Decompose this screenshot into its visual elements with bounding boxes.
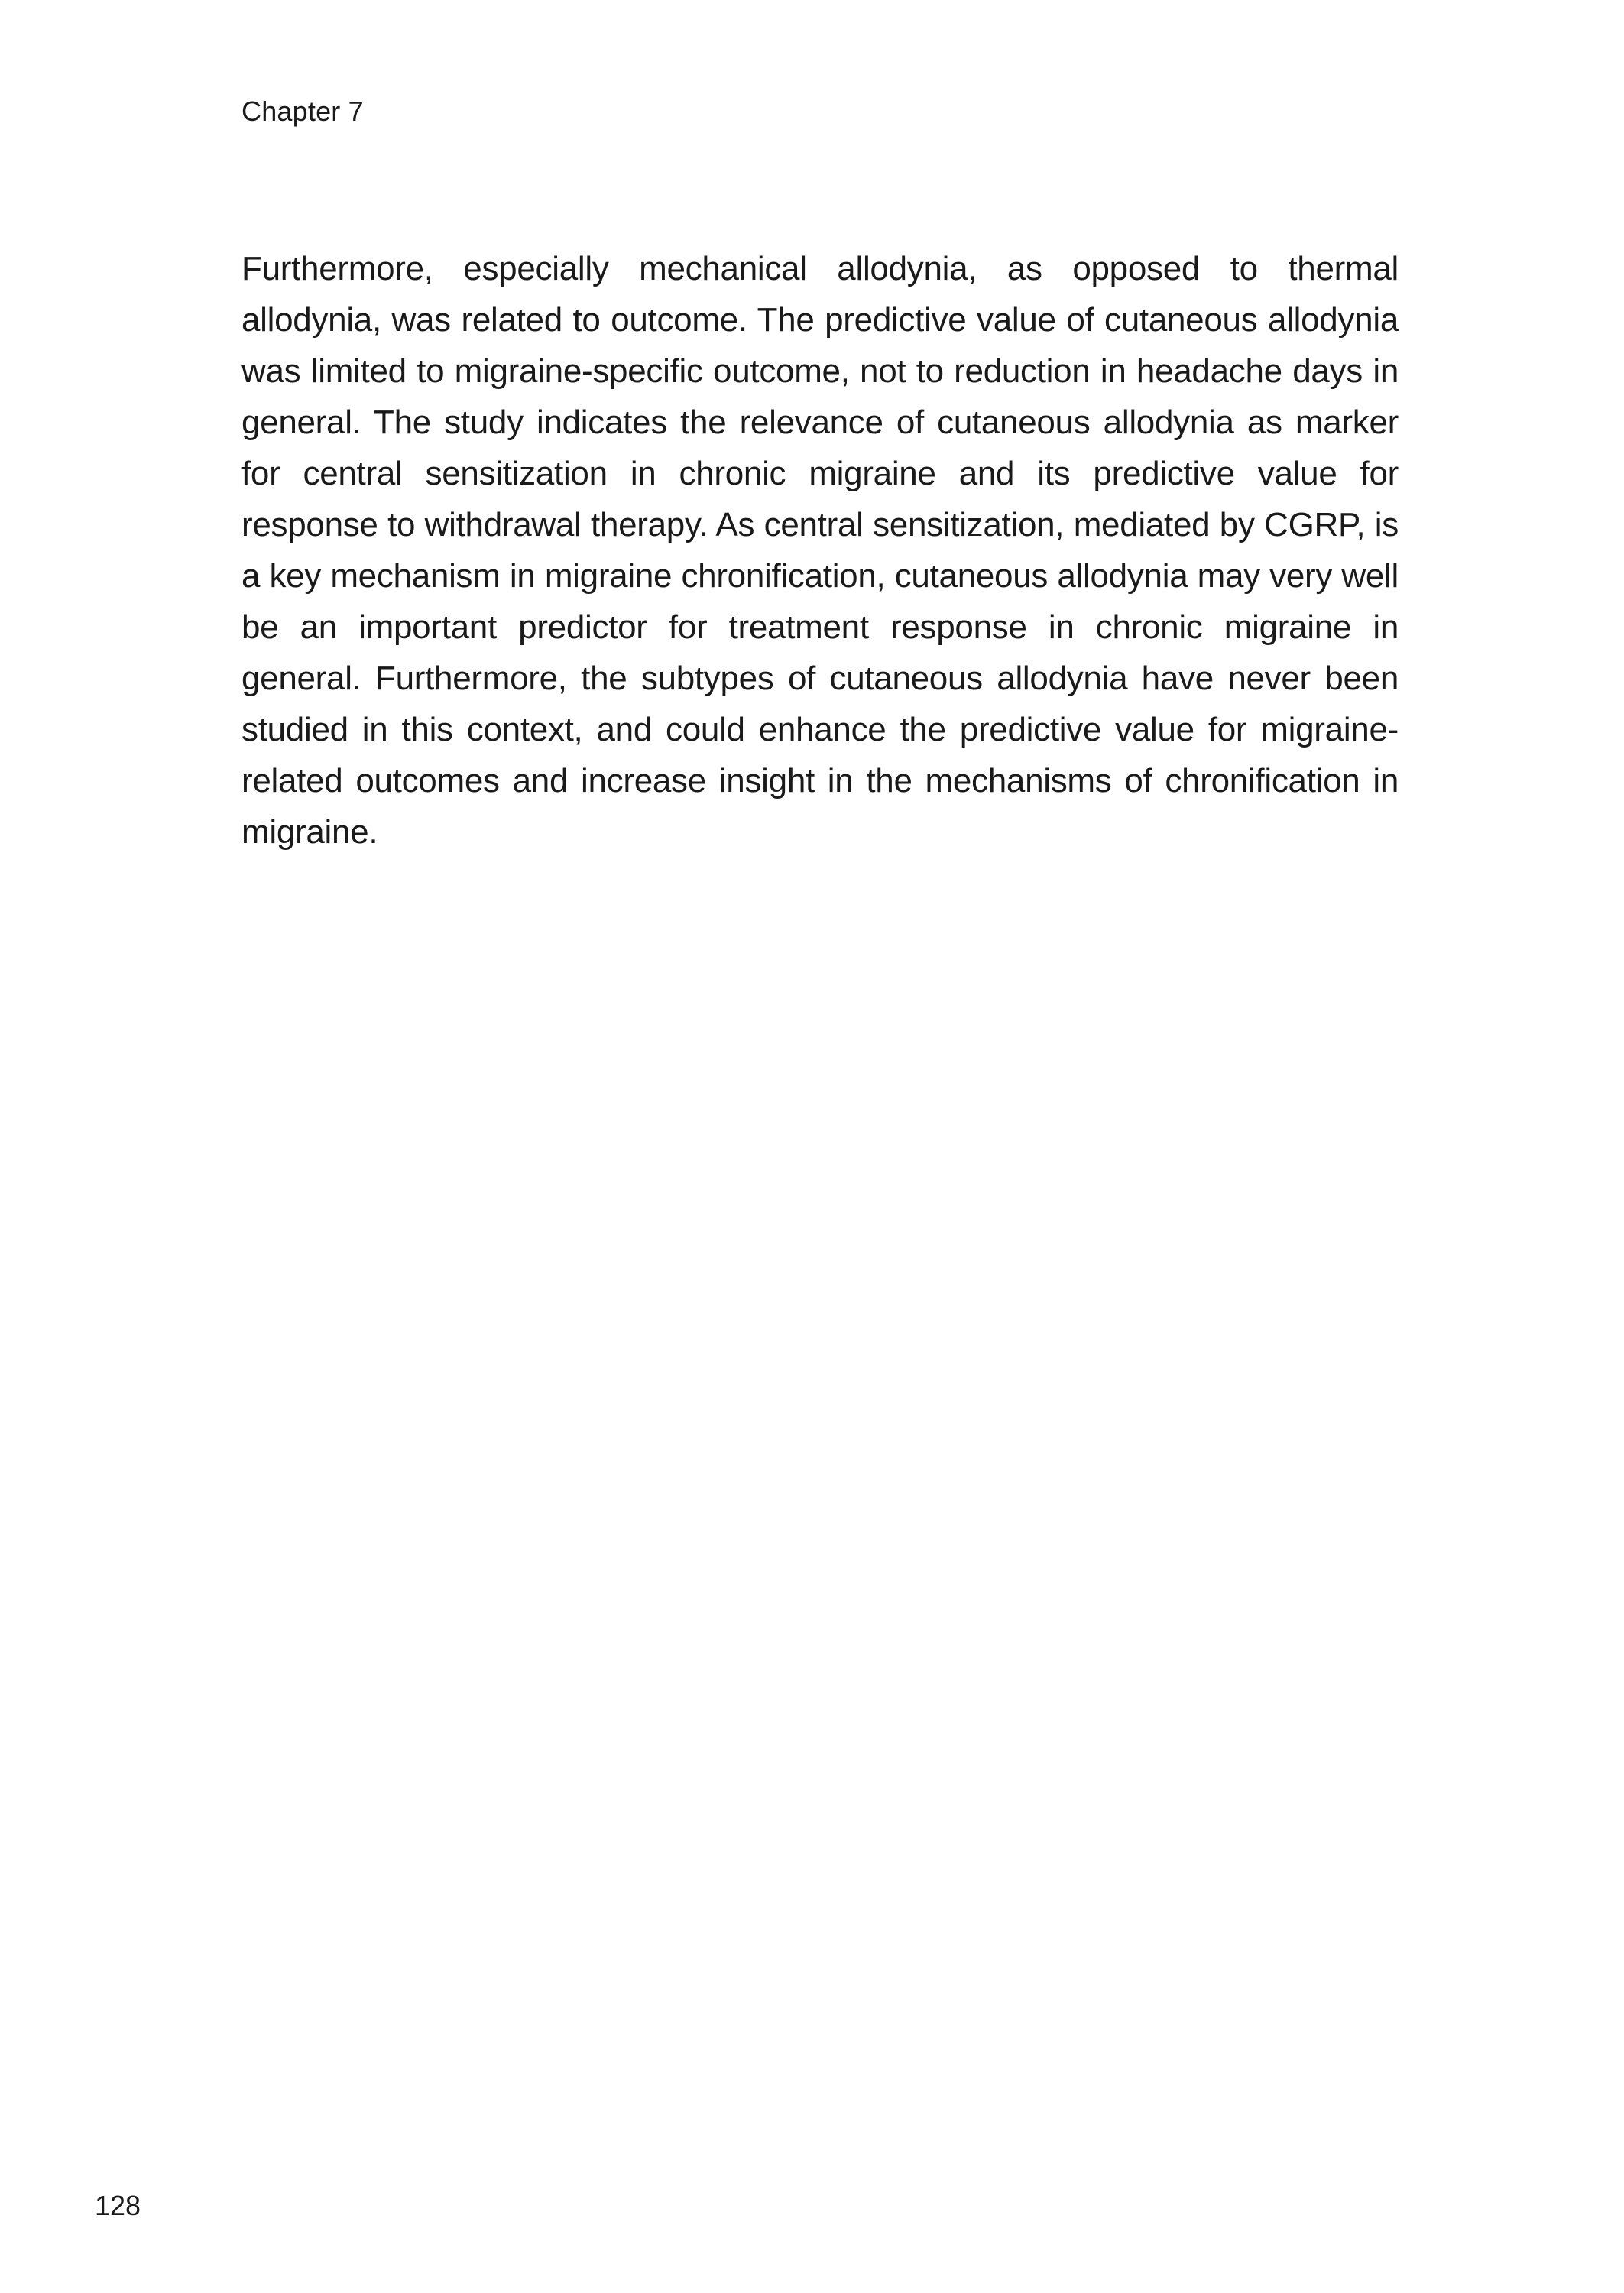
page-number: 128: [95, 2190, 141, 2221]
running-header: Chapter 7: [241, 96, 364, 127]
body-paragraph: Furthermore, especially mechanical allodynia, as opposed to thermal allodynia, was related to outcome. The predictive value of cutaneous allodynia was limited to migraine-specific outcome, not to reduction in headache days in general. The study indicates the relevance of cutaneous allodynia as marker for central sensitization in chronic migraine and its predictive value for response to withdrawal therapy. As central sensitization, mediated by CGRP, is a key mechanism in migraine chronification, cutaneous allodynia may very well be an important predictor for treatment response in chronic migraine in general. Furthermore, the subtypes of cutaneous allodynia have never been studied in this context, and could enhance the predictive value for migraine-related outcomes and increase insight in the mechanisms of chronification in migraine.: [241, 250, 1399, 851]
